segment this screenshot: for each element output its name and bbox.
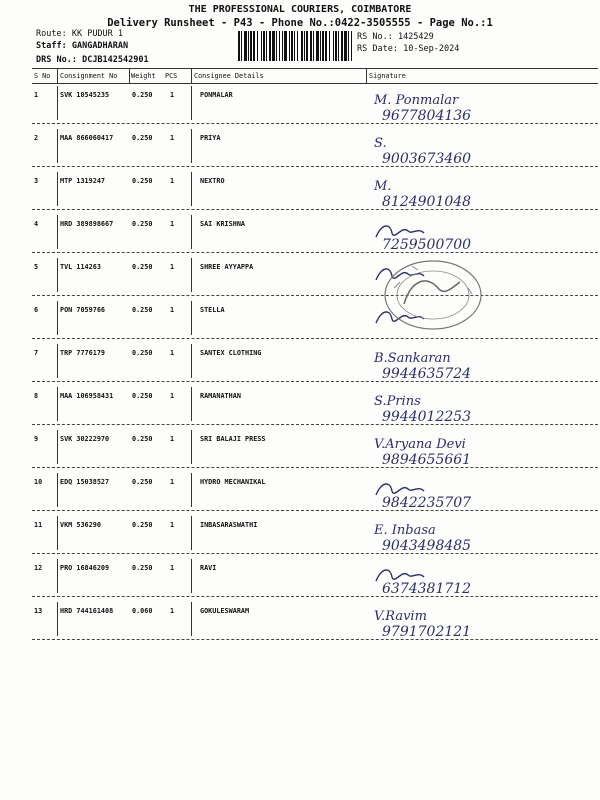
row-left-rule <box>191 387 192 421</box>
col-header-consignment: Consignment No <box>60 72 118 80</box>
row-left-rule <box>57 301 58 335</box>
row-signature <box>368 602 596 642</box>
row-consignee: STELLA <box>200 306 225 314</box>
col-divider <box>191 68 192 83</box>
row-consignee: INBASARASWATHI <box>200 521 258 529</box>
row-signature <box>368 516 596 556</box>
row-separator <box>32 424 598 425</box>
row-left-rule <box>57 516 58 550</box>
row-signature <box>368 344 596 384</box>
col-header-weight: Weight <box>131 72 156 80</box>
col-header-signature: Signature <box>369 72 406 80</box>
row-consignee: RAMANATHAN <box>200 392 241 400</box>
row-consignee: GOKULESWARAM <box>200 607 250 615</box>
signature-phone: 9842235707 <box>382 495 472 511</box>
row-serial: 13 <box>34 607 43 615</box>
route-label: Route: <box>36 29 67 39</box>
row-separator <box>32 596 598 597</box>
row-pcs: 1 <box>170 306 175 314</box>
signature-phone: 9003673460 <box>382 151 472 167</box>
row-consignee: PONMALAR <box>200 91 233 99</box>
runsheet-title: Delivery Runsheet - P43 - Phone No.:0422-3505555 - Page No.:1 <box>107 17 493 29</box>
row-separator <box>32 252 598 253</box>
signature-phone: 9944635724 <box>382 366 472 382</box>
route-value: KK PUDUR 1 <box>71 29 124 39</box>
row-serial: 6 <box>34 306 39 314</box>
row-left-rule <box>57 215 58 249</box>
row-pcs: 1 <box>170 263 175 271</box>
row-weight: 0.250 <box>132 306 153 314</box>
row-left-rule <box>191 129 192 163</box>
col-header-consignee: Consignee Details <box>194 72 264 80</box>
signature-scribble <box>376 484 424 495</box>
table-top-rule <box>32 68 598 69</box>
row-consignment-no: HRD 389898667 <box>60 220 114 228</box>
row-consignment-no: TRP 7776179 <box>60 349 106 357</box>
row-left-rule <box>57 387 58 421</box>
signature-name: M. Ponmalar <box>374 93 459 108</box>
barcode-image <box>238 31 352 61</box>
drs-label: DRS No.: <box>36 55 77 65</box>
row-serial: 1 <box>34 91 39 99</box>
signature-phone: 9944012253 <box>382 409 472 425</box>
row-left-rule <box>57 430 58 464</box>
signature-phone: 8124901048 <box>382 194 472 210</box>
row-left-rule <box>57 258 58 292</box>
row-consignee: NEXTRO <box>200 177 225 185</box>
rs-date-line <box>357 44 459 54</box>
row-pcs: 1 <box>170 521 175 529</box>
drs-line <box>36 55 149 65</box>
rs-date-label: RS Date: <box>357 44 398 54</box>
row-signature <box>368 215 596 255</box>
row-left-rule <box>57 559 58 593</box>
company-title: THE PROFESSIONAL COURIERS, COIMBATORE <box>188 4 412 15</box>
row-weight: 0.250 <box>132 263 153 271</box>
signature-name: E. Inbasa <box>374 523 436 538</box>
row-consignee: HYDRO MECHANIKAL <box>200 478 266 486</box>
row-weight: 0.250 <box>132 134 153 142</box>
row-consignee: RAVI <box>200 564 217 572</box>
row-serial: 3 <box>34 177 39 185</box>
row-signature <box>368 172 596 212</box>
signature-name: S.Prins <box>374 394 421 409</box>
signature-phone: 7259500700 <box>382 237 472 253</box>
row-pcs: 1 <box>170 392 175 400</box>
row-pcs: 1 <box>170 349 175 357</box>
row-consignee: PRIYA <box>200 134 221 142</box>
row-left-rule <box>57 602 58 636</box>
row-consignee: SRI BALAJI PRESS <box>200 435 266 443</box>
row-separator <box>32 510 598 511</box>
row-left-rule <box>191 344 192 378</box>
row-left-rule <box>57 473 58 507</box>
delivery-stamp-image <box>382 258 484 332</box>
row-left-rule <box>191 172 192 206</box>
row-weight: 0.250 <box>132 564 153 572</box>
col-header-sno: S No <box>34 72 51 80</box>
row-separator <box>32 209 598 210</box>
row-separator <box>32 381 598 382</box>
row-pcs: 1 <box>170 607 175 615</box>
row-consignment-no: PRO 16846209 <box>60 564 110 572</box>
row-weight: 0.060 <box>132 607 153 615</box>
row-weight: 0.250 <box>132 435 153 443</box>
signature-name: S. <box>374 136 387 151</box>
row-consignment-no: VKM 536290 <box>60 521 101 529</box>
row-signature <box>368 387 596 427</box>
staff-label: Staff: <box>36 41 67 51</box>
row-pcs: 1 <box>170 220 175 228</box>
signature-scribble <box>376 570 424 581</box>
row-consignment-no: MTP 1319247 <box>60 177 106 185</box>
signature-name: B.Sankaran <box>374 351 451 366</box>
row-pcs: 1 <box>170 478 175 486</box>
row-left-rule <box>191 516 192 550</box>
signature-phone: 9894655661 <box>382 452 472 468</box>
row-left-rule <box>191 258 192 292</box>
row-pcs: 1 <box>170 435 175 443</box>
col-divider <box>129 68 130 83</box>
row-left-rule <box>57 344 58 378</box>
row-separator <box>32 338 598 339</box>
signature-phone: 9043498485 <box>382 538 472 554</box>
row-left-rule <box>191 559 192 593</box>
row-serial: 4 <box>34 220 39 228</box>
row-serial: 12 <box>34 564 43 572</box>
row-signature <box>368 473 596 513</box>
rs-date-value: 10-Sep-2024 <box>403 44 460 54</box>
row-serial: 9 <box>34 435 39 443</box>
row-serial: 7 <box>34 349 39 357</box>
row-pcs: 1 <box>170 134 175 142</box>
row-serial: 5 <box>34 263 39 271</box>
row-weight: 0.250 <box>132 521 153 529</box>
row-signature <box>368 129 596 169</box>
row-signature <box>368 430 596 470</box>
row-consignment-no: PON 7059766 <box>60 306 106 314</box>
row-left-rule <box>191 430 192 464</box>
row-left-rule <box>57 86 58 120</box>
row-consignee: SANTEX CLOTHING <box>200 349 262 357</box>
col-divider <box>366 68 367 83</box>
rs-no-value: 1425429 <box>397 32 434 42</box>
row-consignment-no: MAA 866060417 <box>60 134 114 142</box>
row-weight: 0.250 <box>132 392 153 400</box>
row-separator <box>32 166 598 167</box>
row-separator <box>32 295 598 296</box>
row-serial: 11 <box>34 521 43 529</box>
signature-name: M. <box>374 179 392 194</box>
row-pcs: 1 <box>170 564 175 572</box>
row-consignee: SHREE AYYAPPA <box>200 263 254 271</box>
row-weight: 0.250 <box>132 478 153 486</box>
row-pcs: 1 <box>170 177 175 185</box>
signature-name: V.Ravim <box>374 609 427 624</box>
row-pcs: 1 <box>170 91 175 99</box>
row-consignment-no: EDQ 15038527 <box>60 478 110 486</box>
rs-no-label: RS No.: <box>357 32 393 42</box>
row-left-rule <box>191 215 192 249</box>
row-left-rule <box>191 602 192 636</box>
row-weight: 0.250 <box>132 91 153 99</box>
row-weight: 0.250 <box>132 220 153 228</box>
row-signature <box>368 86 596 126</box>
row-consignment-no: SVK 10545235 <box>60 91 110 99</box>
signature-name: V.Aryana Devi <box>374 437 466 452</box>
row-separator <box>32 639 598 640</box>
signature-phone: 9791702121 <box>382 624 472 640</box>
row-consignment-no: HRD 744161408 <box>60 607 114 615</box>
row-separator <box>32 553 598 554</box>
row-consignment-no: TVL 114263 <box>60 263 101 271</box>
row-separator <box>32 467 598 468</box>
row-left-rule <box>57 172 58 206</box>
rs-no-line <box>357 32 434 42</box>
staff-value: GANGADHARAN <box>71 41 129 51</box>
col-divider <box>57 68 58 83</box>
signature-phone: 9677804136 <box>382 108 472 124</box>
row-serial: 2 <box>34 134 39 142</box>
row-serial: 10 <box>34 478 43 486</box>
row-separator <box>32 123 598 124</box>
row-consignment-no: SVK 30222970 <box>60 435 110 443</box>
row-left-rule <box>191 86 192 120</box>
signature-phone: 6374381712 <box>382 581 472 597</box>
col-header-pcs: PCS <box>165 72 178 80</box>
row-left-rule <box>191 301 192 335</box>
row-serial: 8 <box>34 392 39 400</box>
row-weight: 0.250 <box>132 177 153 185</box>
row-consignment-no: MAA 106958431 <box>60 392 114 400</box>
row-signature <box>368 559 596 599</box>
header-bottom-rule <box>32 83 598 84</box>
row-weight: 0.250 <box>132 349 153 357</box>
row-left-rule <box>191 473 192 507</box>
row-consignee: SAI KRISHNA <box>200 220 246 228</box>
staff-line <box>36 41 128 51</box>
signature-scribble <box>376 226 424 237</box>
drs-value: DCJB142542901 <box>82 55 149 65</box>
row-left-rule <box>57 129 58 163</box>
route-line <box>36 29 123 39</box>
